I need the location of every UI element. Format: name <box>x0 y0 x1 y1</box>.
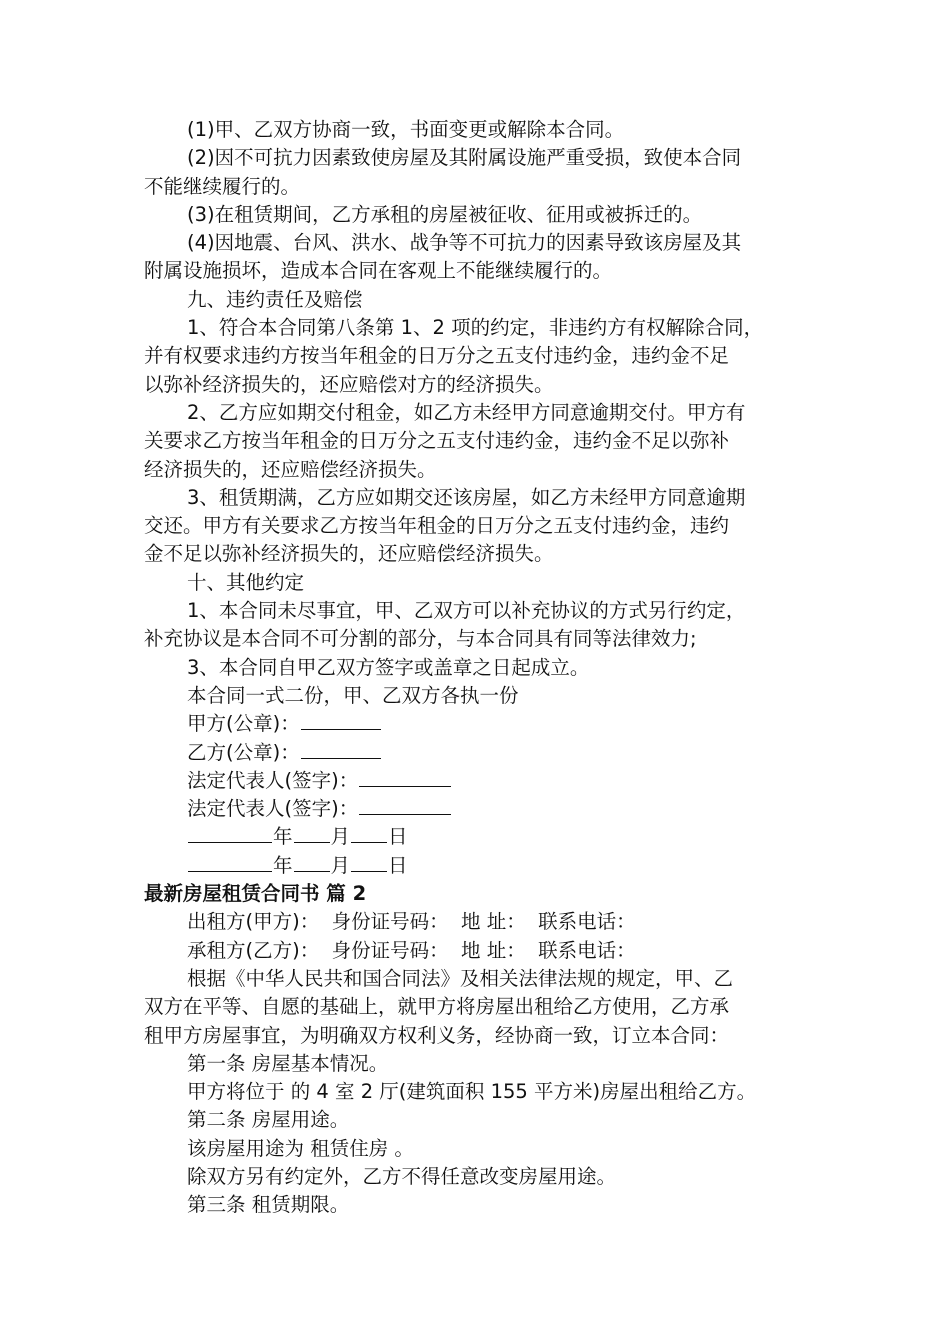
lessee-info-line: 承租方(乙方)： 身份证号码： 地 址： 联系电话： <box>187 938 636 962</box>
clause-line: 3、本合同自甲乙双方签字或盖章之日起成立。 <box>187 655 590 679</box>
party-a-seal-label: 甲方(公章)： <box>187 712 300 736</box>
clause-line: 1、符合本合同第八条第 1、2 项的约定，非违约方有权解除合同， <box>187 316 764 340</box>
article-title: 第一条 房屋基本情况。 <box>187 1051 389 1075</box>
party-a-seal-line <box>144 710 808 738</box>
clause-line: 双方在平等、自愿的基础上，就甲方将房屋出租给乙方使用，乙方承 <box>144 995 730 1019</box>
year-label: 年 <box>273 853 293 877</box>
clause-line: 1、本合同未尽事宜，甲、乙双方可以补充协议的方式另行约定， <box>187 599 746 623</box>
signature-blank <box>301 711 381 730</box>
legal-rep-signature-line <box>144 795 808 823</box>
clause-line: 该房屋用途为 租赁住房 。 <box>187 1136 414 1160</box>
clause-line: 交还。甲方有关要求乙方按当年租金的日万分之五支付违约金，违约 <box>144 514 730 538</box>
signature-blank <box>359 768 451 787</box>
document-body <box>144 116 808 1220</box>
clause-line: 甲方将位于 的 4 室 2 厅(建筑面积 155 平方米)房屋出租给乙方。 <box>187 1080 757 1104</box>
article-title: 第二条 房屋用途。 <box>187 1108 350 1132</box>
month-label: 月 <box>330 825 351 849</box>
month-blank <box>294 824 330 843</box>
day-blank <box>351 853 387 872</box>
section-title: 九、违约责任及赔偿 <box>187 287 363 311</box>
clause-line: 本合同一式二份，甲、乙双方各执一份 <box>187 683 519 707</box>
legal-rep-label: 法定代表人(签字)： <box>187 797 359 821</box>
article-title: 第三条 租赁期限。 <box>187 1193 350 1217</box>
clause-line: 并有权要求违约方按当年租金的日万分之五支付违约金，违约金不足 <box>144 344 730 368</box>
section-title: 十、其他约定 <box>187 570 305 594</box>
party-b-seal-label: 乙方(公章)： <box>187 740 300 764</box>
party-b-seal-line <box>144 739 808 767</box>
clause-line: 除双方另有约定外，乙方不得任意改变房屋用途。 <box>187 1164 617 1188</box>
year-blank <box>188 824 272 843</box>
clause-line: 经济损失的，还应赔偿经济损失。 <box>144 457 437 481</box>
clause-line: 补充协议是本合同不可分割的部分，与本合同具有同等法律效力; <box>144 627 697 651</box>
legal-rep-label: 法定代表人(签字)： <box>187 768 359 792</box>
clause-line: 租甲方房屋事宜，为明确双方权利义务，经协商一致，订立本合同： <box>144 1023 730 1047</box>
signature-blank <box>301 740 381 759</box>
day-label: 日 <box>388 825 408 849</box>
day-label: 日 <box>388 853 408 877</box>
day-blank <box>351 824 387 843</box>
clause-line: 不能继续履行的。 <box>144 174 301 198</box>
month-label: 月 <box>330 853 351 877</box>
clause-line: (4)因地震、台风、洪水、战争等不可抗力的因素导致该房屋及其 <box>187 231 742 255</box>
year-label: 年 <box>273 825 293 849</box>
clause-line: 关要求乙方按当年租金的日万分之五支付违约金，违约金不足以弥补 <box>144 429 730 453</box>
clause-line: 以弥补经济损失的，还应赔偿对方的经济损失。 <box>144 372 554 396</box>
date-line <box>144 852 808 880</box>
clause-line: 2、乙方应如期交付租金，如乙方未经甲方同意逾期交付。甲方有 <box>187 400 746 424</box>
signature-blank <box>359 796 451 815</box>
month-blank <box>294 853 330 872</box>
clause-line: (2)因不可抗力因素致使房屋及其附属设施严重受损，致使本合同 <box>187 146 742 170</box>
clause-line: 根据《中华人民共和国合同法》及相关法律法规的规定，甲、乙 <box>187 966 734 990</box>
clause-line: 附属设施损坏，造成本合同在客观上不能继续履行的。 <box>144 259 613 283</box>
lessor-info-line: 出租方(甲方)： 身份证号码： 地 址： 联系电话： <box>187 910 636 934</box>
document-heading: 最新房屋租赁合同书 篇 2 <box>144 882 367 906</box>
clause-line: 3、租赁期满，乙方应如期交还该房屋，如乙方未经甲方同意逾期 <box>187 485 746 509</box>
clause-line: (1)甲、乙双方协商一致，书面变更或解除本合同。 <box>187 118 625 141</box>
legal-rep-signature-line <box>144 767 808 795</box>
clause-line: 金不足以弥补经济损失的，还应赔偿经济损失。 <box>144 542 554 566</box>
date-line <box>144 823 808 851</box>
year-blank <box>188 853 272 872</box>
clause-line: (3)在租赁期间，乙方承租的房屋被征收、征用或被拆迁的。 <box>187 202 703 226</box>
